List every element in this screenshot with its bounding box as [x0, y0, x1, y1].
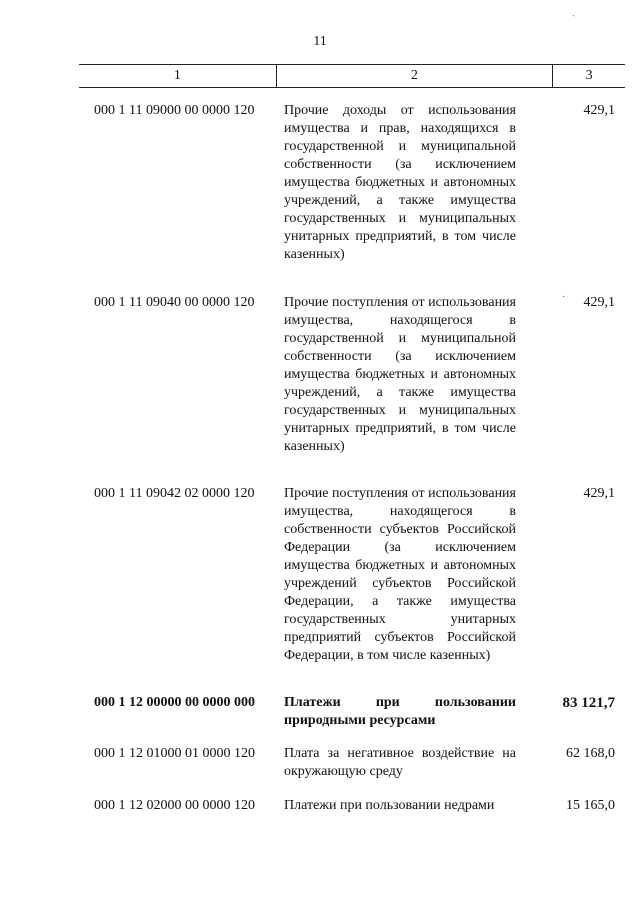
row-description: Прочие поступления от использования имущества, находящегося в государственной и муниципальной собственности (за исключением имущества бюджетных и автономных учреждений, а также имущества государственных и муниципальных унитарных предприятий, в том числе казенных)	[284, 295, 516, 454]
row-description: Плата за негативное воздействие на окружающую среду	[284, 746, 516, 779]
budget-code: 000 1 11 09040 00 0000 120	[94, 295, 255, 310]
page-number: 11	[313, 34, 327, 49]
row-amount: 83 121,7	[562, 695, 615, 711]
row-amount: 429,1	[583, 486, 615, 501]
budget-code: 000 1 11 09042 02 0000 120	[94, 486, 255, 501]
row-description: Платежи при пользовании недрами	[284, 798, 495, 813]
header-col-1: 1	[79, 65, 277, 87]
budget-code: 000 1 12 00000 00 0000 000	[94, 695, 255, 710]
row-description: Платежи при пользовании природными ресурсами	[284, 695, 516, 728]
row-description: Прочие поступления от использования имущества, находящегося в собственности субъектов Российской Федерации (за исключением имущества бюджетных и автономных учреждений субъектов Российской Федерации, а также имущества государственных унитарных предприятий субъектов Российской Федерации, в том числе казенных)	[284, 486, 516, 663]
table-header	[79, 64, 625, 88]
row-amount: 15 165,0	[566, 798, 615, 813]
scan-mark: ˎ	[572, 6, 576, 17]
header-col-3: 3	[585, 68, 593, 83]
header-col-2: 2	[277, 65, 554, 87]
row-amount: 429,1	[583, 295, 615, 310]
row-amount: 429,1	[583, 103, 615, 118]
budget-code: 000 1 12 02000 00 0000 120	[94, 798, 255, 813]
budget-code: 000 1 12 01000 01 0000 120	[94, 746, 255, 761]
scan-mark: ·	[562, 292, 566, 303]
row-description: Прочие доходы от использования имущества и прав, находящихся в государственной и муниципальной собственности (за исключением имущества бюджетных и автономных учреждений, а также имущества государственных и муниципальных унитарных предприятий, в том числе казенных)	[284, 103, 516, 262]
row-amount: 62 168,0	[566, 746, 615, 761]
budget-code: 000 1 11 09000 00 0000 120	[94, 103, 255, 118]
